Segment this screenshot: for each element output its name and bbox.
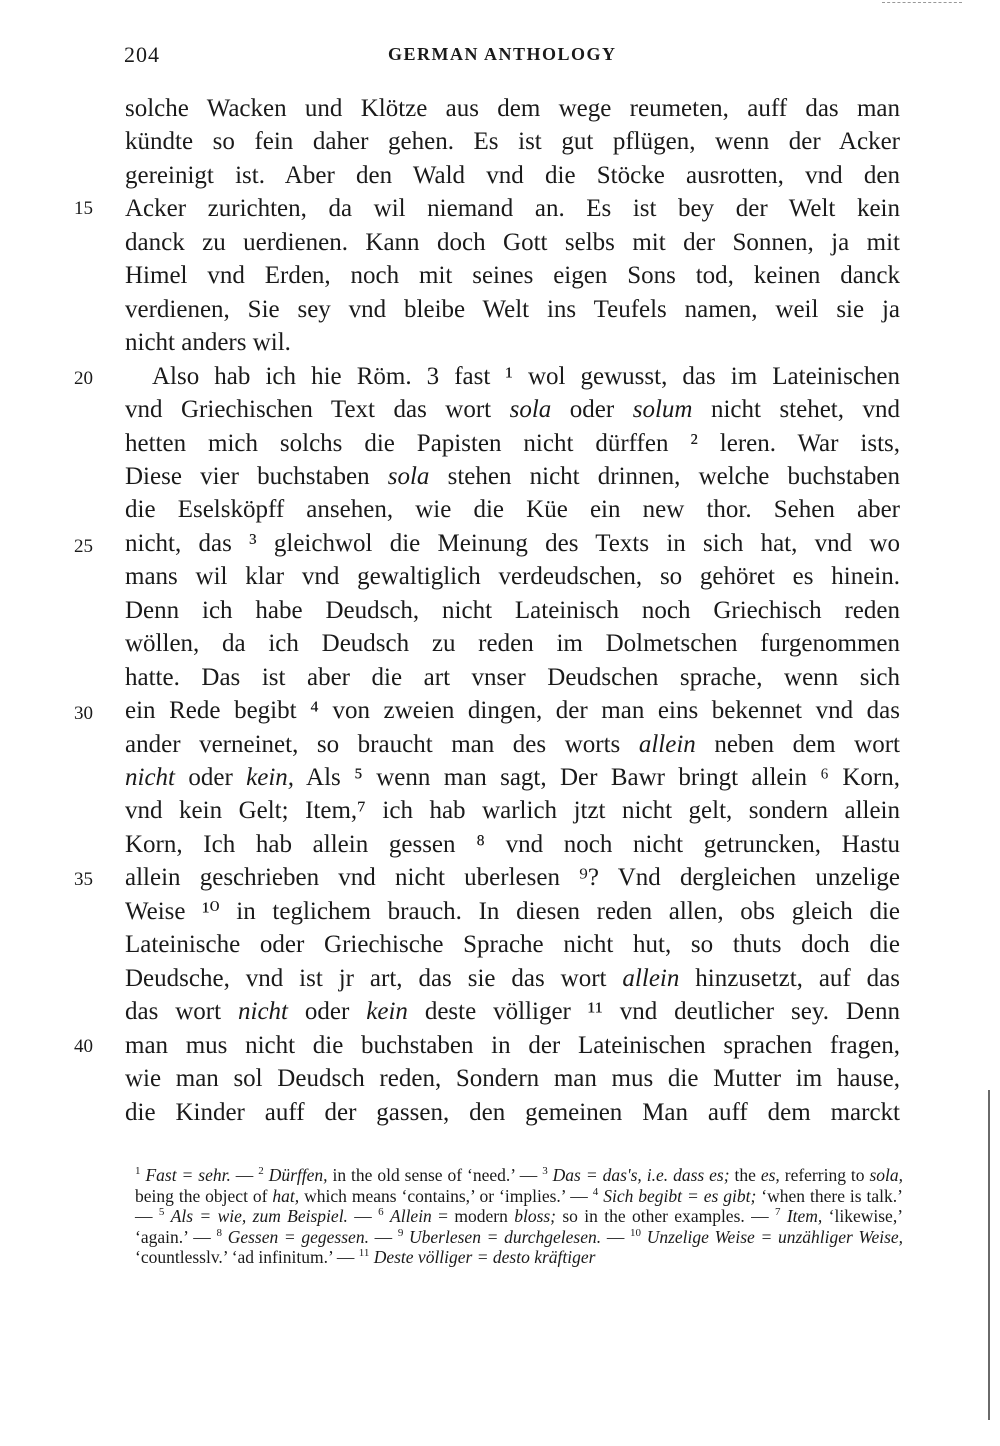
text-line [125,92,900,125]
text-line [125,1096,900,1129]
text-segment: verdienen, Sie sey vnd bleibe Welt ins Teufels namen, weil sie ja [125,295,900,323]
italic-text: nicht [238,998,288,1026]
text-line [125,627,900,660]
footnote-italic-text: Fast = sehr. [145,1165,231,1185]
text-segment: gereinigt ist. Aber den Wald vnd die Stöcke ausrotten, vnd den [125,161,900,189]
text-line [125,761,900,794]
footnote [398,1227,630,1247]
text-segment: solche Wacken und Klötze aus dem wege reumeten, auff das man [125,95,900,122]
italic-text: allein [622,964,680,992]
text-line [125,125,900,158]
footnote-italic-text: hat, [272,1185,300,1206]
text-line [125,226,900,259]
text-segment: neben dem wort [695,730,901,758]
text-line [125,192,900,225]
text-line [125,895,900,928]
footnote-text: — [601,1226,631,1247]
text-segment: ander verneinet, so braucht man des worts [125,730,639,758]
text-line [125,393,900,426]
italic-text: allein [638,730,696,758]
text-line [125,794,900,827]
text-line [125,594,900,627]
text-segment: Diese vier buchstaben [125,462,388,490]
footnote-number: 9 [397,1226,404,1239]
page-edge-rule [988,1090,990,1420]
corner-mark [882,2,962,4]
footnote-number: 4 [592,1185,599,1198]
footnote-number: 5 [158,1206,165,1219]
text-line [125,928,900,961]
text-line [125,427,900,460]
footnote-italic-text: Uberlesen = durchgelesen. [409,1226,602,1247]
text-segment: nicht, das ³ gleichwol die Meinung des Texts in sich hat, vnd wo [125,529,900,557]
text-segment: die Eselsköpff ansehen, wie die Küe ein new thor. Sehen aber [125,496,900,524]
text-segment: Also hab ich hie Röm. 3 fast ¹ wol gewusst, das im Lateinischen [152,362,900,390]
footnote-text: — [368,1226,398,1247]
footnote-text: which means ‘contains,’ or ‘implies.’ — [299,1185,593,1206]
footnote-number: 6 [378,1206,384,1219]
footnote-italic-text: Unzelige Weise = unzähliger Weise, [646,1226,904,1247]
line-number-30: 30 [74,703,93,724]
text-line [125,995,900,1028]
text-segment: wöllen, da ich Deudsch zu reden im Dolmetschen furgenommen [125,630,900,658]
text-line [125,259,900,292]
text-segment: ein Rede begibt ⁴ von zweien dingen, der man eins bekennet vnd das [125,697,900,725]
footnote-number: 2 [258,1165,264,1178]
footnote-text: — [230,1165,259,1185]
footnote-number: 10 [630,1226,642,1239]
line-number-35: 35 [74,869,93,890]
text-segment: vnd Griechischen Text das wort [125,396,510,424]
text-segment: oder [288,998,367,1026]
text-segment: nicht stehet, vnd [692,396,901,424]
text-segment: hatte. Das ist aber die art vnser Deudschen sprache, wenn sich [125,663,900,691]
footnote-italic-text: sola, [869,1165,904,1185]
page-number: 204 [124,42,160,67]
text-line [125,560,900,593]
text-segment: nicht anders wil. [125,329,291,357]
footnote-italic-text: bloss; [514,1206,557,1226]
footnote-italic-text: Allein [390,1206,432,1226]
footnote-italic-text: Sich begibt = es gibt; [603,1185,757,1206]
text-segment: deste völliger ¹¹ vnd deutlicher sey. Denn [407,998,901,1026]
text-line [125,293,900,326]
footnote-italic-text: Als = wie, zum Beispiel. [170,1206,348,1226]
line-number-40: 40 [74,1036,93,1057]
text-segment: Acker zurichten, da wil niemand an. Es ist bey der Welt kein [125,195,900,223]
line-number-25: 25 [74,536,93,557]
italic-text: sola [387,462,430,490]
text-segment: kündte so fein daher gehen. Es ist gut pflügen, wenn der Acker [125,128,900,156]
footnote [135,1165,258,1185]
footnote-number: 3 [542,1165,548,1178]
italic-text: kein [366,998,408,1026]
text-segment: Korn, Ich hab allein gessen ⁸ vnd noch nicht getruncken, Hastu [125,830,900,858]
footnote-italic-text: Gessen = gegessen. [227,1226,369,1247]
text-line [125,460,900,493]
text-segment: vnd kein Gelt; Item,⁷ ich hab warlich jtzt nicht gelt, sondern allein [125,797,900,825]
footnote-italic-text: es, [760,1165,780,1185]
footnote-number: 11 [358,1247,370,1260]
footnote-text: = modern [431,1206,515,1226]
italic-text: kein, [246,764,295,791]
footnote-number: 8 [216,1226,222,1239]
text-segment: mans wil klar vnd gewaltiglich verdeudschen, so gehöret es hinein. [125,563,900,591]
footnotes [135,1165,903,1268]
text-line [125,728,900,761]
running-head: GERMAN ANTHOLOGY [388,44,617,64]
text-segment: Lateinische oder Griechische Sprache nicht hut, so thuts doch die [125,931,900,959]
text-line [125,159,900,192]
footnote-italic-text: Deste völliger = desto kräftiger [373,1247,596,1267]
footnote-italic-text: Dürffen, [268,1165,328,1185]
text-line [125,493,900,526]
footnote-italic-text: Item, [786,1206,823,1226]
footnote-text: ‘countlesslv.’ ‘ad infinitum.’ — [135,1247,359,1267]
footnote-text: referring to [779,1165,870,1185]
text-segment: die Kinder auff der gassen, den gemeinen Man auff dem marckt [125,1098,900,1126]
text-segment: hinzusetzt, auf das [679,964,900,992]
text-segment: Deudsche, vnd ist jr art, das sie das wort [125,964,623,992]
text-segment: allein geschrieben vnd nicht uberlesen ⁹? Vnd dergleichen unzelige [125,864,900,892]
footnote-text: in the old sense of ‘need.’ — [327,1165,543,1185]
line-number-15: 15 [74,198,93,219]
footnote-text: — [347,1206,379,1226]
footnote-text: being the object of [135,1185,273,1206]
italic-text: solum [632,396,693,424]
text-line [125,527,900,560]
text-line [125,1029,900,1062]
footnote-number: 7 [774,1206,781,1219]
italic-text: sola [509,396,552,424]
text-segment: Als ⁵ wenn man sagt, Der Bawr bringt allein ⁶ Korn, [294,764,901,791]
text-line [125,326,900,359]
text-segment: Himel vnd Erden, noch mit seines eigen Sons tod, keinen danck [125,262,900,290]
footnote-text: ‘when there is talk.’ — [135,1185,903,1226]
footnote-text: so in the other examples. — [556,1206,775,1226]
text-segment: oder [175,764,247,791]
footnote [258,1165,542,1185]
text-line [125,962,900,995]
text-segment: das wort [125,998,238,1026]
text-segment: wie man sol Deudsch reden, Sondern man mus die Mutter im hause, [125,1065,900,1093]
footnote-text: the [729,1165,761,1185]
text-line [125,1062,900,1095]
text-segment: stehen nicht drinnen, welche buchstaben [429,462,900,490]
footnote-number: 1 [135,1165,141,1178]
footnote-italic-text: Das = das's, i.e. dass es; [552,1165,730,1185]
footnote-text: ‘likewise,’ ‘again.’ — [135,1206,904,1247]
footnote [159,1206,378,1226]
text-line [125,828,900,861]
text-line [125,861,900,894]
text-segment: Denn ich habe Deudsch, nicht Lateinisch noch Griechisch reden [125,596,900,624]
text-segment: oder [551,396,633,424]
footnote [217,1227,398,1247]
line-number-20: 20 [74,368,93,389]
italic-text: nicht [125,764,175,791]
text-segment: man mus nicht die buchstaben in der Lateinischen sprachen fragen, [125,1031,900,1059]
text-line [125,661,900,694]
footnote [378,1206,775,1226]
footnote [359,1247,596,1267]
text-segment: danck zu uerdienen. Kann doch Gott selbs mit der Sonnen, ja mit [125,228,900,256]
text-segment: Weise ¹⁰ in teglichem brauch. In diesen reden allen, obs gleich die [125,897,900,925]
text-line [125,694,900,727]
text-segment: hetten mich solchs die Papisten nicht dürffen ² leren. War ists, [125,429,900,457]
text-line [152,360,900,393]
